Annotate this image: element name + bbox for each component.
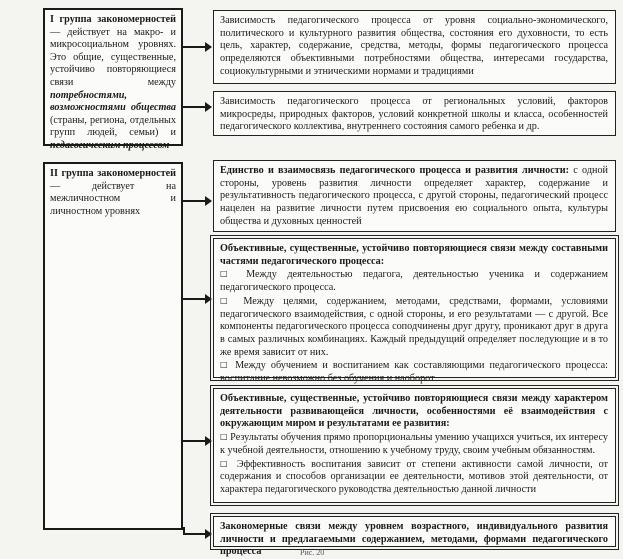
group2-title: II группа закономерностей <box>50 168 176 179</box>
group2-box-2-item-2: Между целями, содержанием, методами, средствами, формами, условиями педагогического взаимодействия, с одной стороны, и его результатами — с другой. Все компоненты педагогического процесса соподчинены друг другу, проникают друг в друга в самых различных комбинациях. Каждый предыдущий определяет последующие и в то же время зависит от них. <box>220 295 609 358</box>
group1-title: I группа закономерностей <box>50 14 176 25</box>
list-item <box>220 431 608 457</box>
group2-box-4-text: Закономерные связи между уровнем возрастного, индивидуального развития личности и предлагаемыми содержанием, методами, формами педагогического процесса <box>220 521 608 558</box>
list-item <box>220 359 608 385</box>
checkbox-bullet-icon: □ <box>220 458 231 468</box>
group1-box-1-text: Зависимость педагогического процесса от уровня социально-экономического, политического и культурного развития общества, состояния его духовности, то есть цель, характер, содержание, средства, методы, формы педагогического процесса определяются объективными потребностями общества, интересами государства, социокультурными и этническими нормами и традициями <box>220 15 608 77</box>
group2-box-1-text: с одной стороны, уровень развития личности определяет характер, содержание и результативность педагогического процесса, с другой стороны, педагогический процесс нацелен на развитие личности путем присвоения ею социального опыта, культуры общества и духовных ценностей <box>220 165 609 227</box>
group2-box-3-item-1: Результаты обучения прямо пропорциональны умению учащихся учиться, их интересу к учебной деятельности, отношению к учебному труду, своим учебным обязанностям. <box>220 432 609 456</box>
group2-box-3 <box>213 388 616 503</box>
list-item <box>220 458 608 497</box>
group2-box-1 <box>213 160 616 232</box>
checkbox-bullet-icon: □ <box>220 360 231 370</box>
checkbox-bullet-icon: □ <box>220 295 235 305</box>
group2-box-3-heading: Объективные, существенные, устойчиво повторяющиеся связи между характером деятельности развивающейся личности, особенностями её взаимодействия с окружающим миром и результатами ее развития: <box>220 393 608 430</box>
group2-desc: — действует на межличностном и личностном уровнях <box>50 180 176 217</box>
checkbox-bullet-icon: □ <box>220 432 228 442</box>
arrow-group2-1 <box>183 200 205 202</box>
arrow-group2-2 <box>183 298 205 300</box>
group1-desc-start: — действует на макро- и микросоциальном уровнях. Это общие, существенные, устойчиво повторяющиеся связи между <box>50 26 176 88</box>
arrow-group2-3 <box>183 440 205 442</box>
arrow-group1-1 <box>183 46 205 48</box>
group2-box <box>43 162 183 530</box>
group1-box <box>43 8 183 151</box>
group2-box-2 <box>213 238 616 385</box>
group1-italic2: педагогическим процессом <box>50 139 170 151</box>
group2-box-1-para <box>220 165 608 229</box>
group1-desc-mid: (страны, региона, отдельных групп людей, семьи) и <box>50 114 176 139</box>
arrow-group1-2 <box>183 106 205 108</box>
figure-caption: Рис. 20 <box>300 548 325 557</box>
group2-box-1-bold: Единство и взаимосвязь педагогического процесса и развития личности: <box>220 165 570 176</box>
checkbox-bullet-icon: □ <box>220 269 236 279</box>
group2-box-2-heading: Объективные, существенные, устойчиво повторяющиеся связи между составными частями педагогического процесса: <box>220 243 608 267</box>
group1-box-2-text: Зависимость педагогического процесса от региональных условий, факторов микросреды, природных факторов, условий конкретной школы и класса, особенностей педагогического коллектива, внутреннего состояния самого ребенка и др. <box>220 96 608 133</box>
list-item <box>220 268 608 294</box>
group2-box-2-item-3: Между обучением и воспитанием как составляющими педагогического процесса: воспитание невозможно без обучения и наоборот <box>220 360 609 385</box>
group1-box-1 <box>213 10 616 84</box>
arrow-group2-4 <box>183 533 205 535</box>
list-item <box>220 295 608 360</box>
group2-box-2-item-1: Между деятельностью педагога, деятельностью ученика и содержанием педагогического процесса. <box>220 269 609 294</box>
connector-line <box>183 527 185 535</box>
group1-italic1: потребностями, возможностями общества <box>50 89 176 114</box>
group2-box-3-item-2: Эффективность воспитания зависит от степени активности самой личности, от содержания и способов организации ее деятельности, мотивов этой деятельности, от характера педагогического руководства деятельностью данной личности <box>220 458 609 495</box>
group1-box-2 <box>213 91 616 136</box>
